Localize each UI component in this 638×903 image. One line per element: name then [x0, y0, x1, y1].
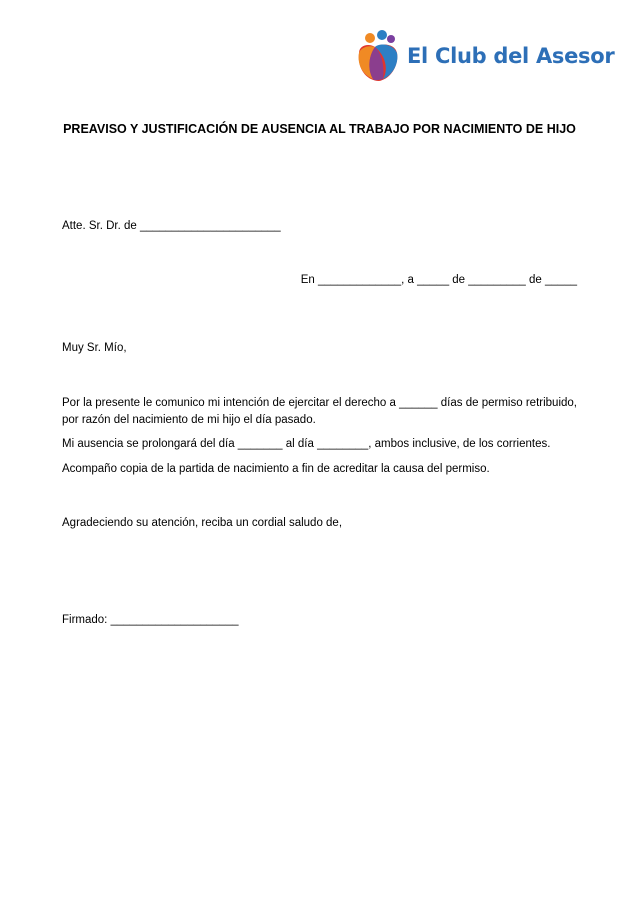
addressee-line: Atte. Sr. Dr. de ______________________ [62, 220, 281, 232]
closing-line: Agradeciendo su atención, reciba un cordial saludo de, [62, 517, 343, 529]
document-title: PREAVISO Y JUSTIFICACIÓN DE AUSENCIA AL TRABAJO POR NACIMIENTO DE HIJO [63, 122, 576, 136]
body-paragraph-2: Mi ausencia se prolongará del día _______ al día ________, ambos inclusive, de los corrientes. [62, 438, 551, 450]
salutation: Muy Sr. Mío, [62, 342, 127, 354]
body-paragraph-3: Acompaño copia de la partida de nacimiento a fin de acreditar la causa del permiso. [62, 463, 490, 475]
logo-text: El Club del Asesor [407, 44, 615, 68]
logo [355, 28, 615, 84]
body-paragraph-1: Por la presente le comunico mi intención de ejercitar el derecho a ______ días de permiso retribuido, por razón del nacimiento de mi hijo el día pasado. [62, 397, 577, 426]
club-logo-icon [355, 29, 403, 83]
signature-line: Firmado: ____________________ [62, 614, 239, 626]
place-date-line: En _____________, a _____ de _________ de _____ [300, 274, 577, 286]
